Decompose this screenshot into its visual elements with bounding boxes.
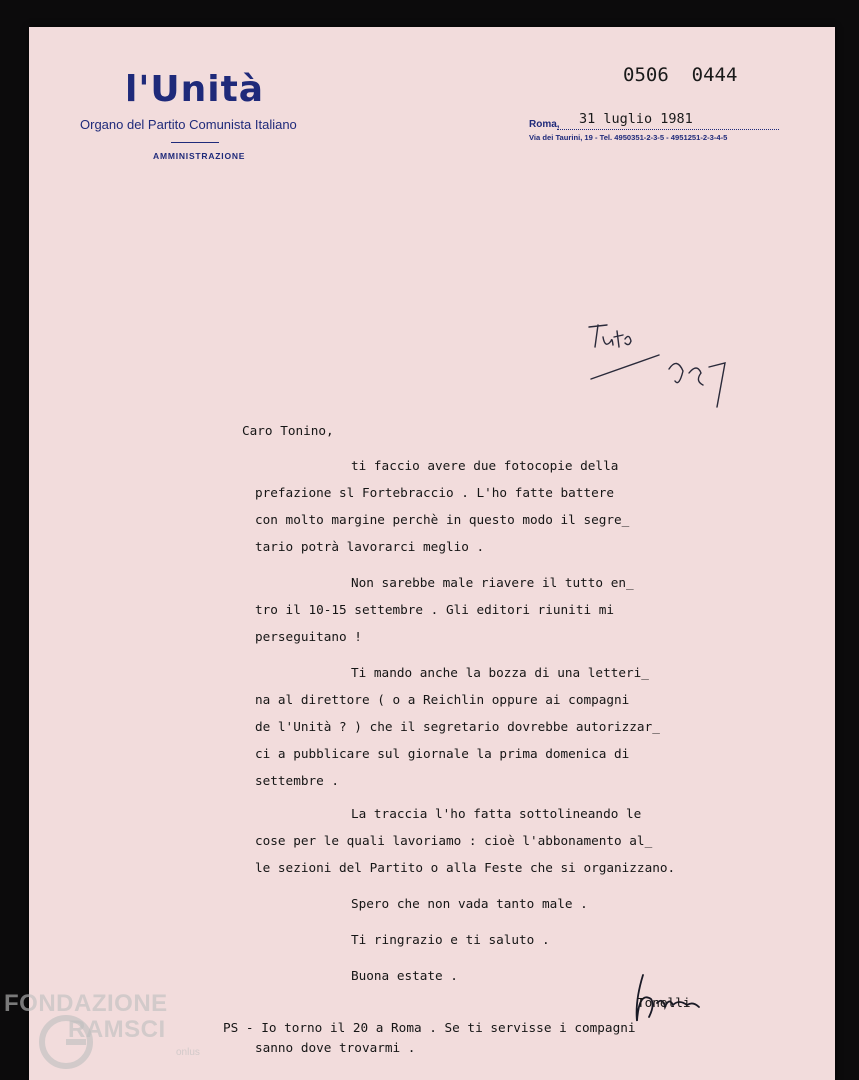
- watermark-line-3: onlus: [176, 1047, 200, 1058]
- letter-line: le sezioni del Partito o alla Feste che si organizzano.: [255, 860, 676, 875]
- letter-line: Ti ringrazio e ti saluto .: [351, 932, 550, 947]
- watermark-line-2: RAMSCI: [68, 1016, 166, 1043]
- letter-line: Ti mando anche la bozza di una letteri_: [351, 665, 649, 680]
- letter-sheet: [29, 27, 835, 1080]
- masthead-divider: [171, 142, 219, 143]
- archive-number: 0506 0444: [623, 64, 738, 86]
- masthead-department: AMMINISTRAZIONE: [153, 151, 246, 161]
- letter-date: 31 luglio 1981: [579, 111, 693, 127]
- letter-line: cose per le quali lavoriamo : cioè l'abbonamento al_: [255, 833, 653, 848]
- letter-salutation: Caro Tonino,: [242, 423, 334, 438]
- letter-line: Non sarebbe male riavere il tutto en_: [351, 575, 634, 590]
- letter-line: perseguitano !: [255, 629, 362, 644]
- letter-line: na al direttore ( o a Reichlin oppure ai compagni: [255, 692, 630, 707]
- letter-line: La traccia l'ho fatta sottolineando le: [351, 806, 642, 821]
- letter-line: prefazione sl Fortebraccio . L'ho fatte battere: [255, 485, 615, 500]
- place-label: Roma,: [529, 119, 560, 130]
- masthead-subtitle: Organo del Partito Comunista Italiano: [80, 117, 297, 132]
- letter-line: settembre .: [255, 773, 340, 788]
- postscript-line: sanno dove trovarmi .: [255, 1040, 416, 1055]
- handwritten-annotation: [585, 307, 745, 417]
- letter-line: Buona estate .: [351, 968, 458, 983]
- letter-line: ti faccio avere due fotocopie della: [351, 458, 619, 473]
- letter-line: tro il 10-15 settembre . Gli editori riuniti mi: [255, 602, 615, 617]
- letter-line: ci a pubblicare sul giornale la prima domenica di: [255, 746, 630, 761]
- letter-line: Spero che non vada tanto male .: [351, 896, 588, 911]
- letterhead-address: Via dei Taurini, 19 - Tel. 4950351-2-3-5 - 4951251-2-3-4-5: [529, 133, 728, 142]
- masthead-logo: l'Unità: [125, 69, 265, 110]
- letter-line: de l'Unità ? ) che il segretario dovrebbe autorizzar_: [255, 719, 660, 734]
- letter-line: con molto margine perchè in questo modo il segre_: [255, 512, 630, 527]
- date-dotted-line: [557, 128, 779, 130]
- signature-name: Tonelli: [637, 995, 691, 1010]
- postscript-line: PS - Io torno il 20 a Roma . Se ti servisse i compagni: [223, 1020, 636, 1035]
- letter-line: tario potrà lavorarci meglio .: [255, 539, 485, 554]
- fondazione-gramsci-watermark: [4, 990, 214, 1076]
- watermark-line-1: FONDAZIONE: [4, 990, 168, 1017]
